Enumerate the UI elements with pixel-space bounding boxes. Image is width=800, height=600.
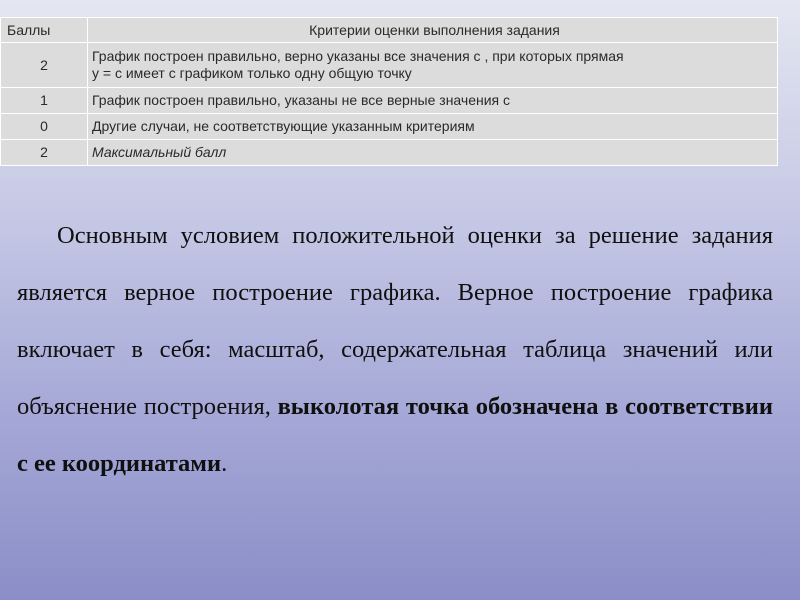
criteria-table — [0, 17, 778, 166]
paragraph-bold-text: выколотая точка обозначена в соответствии с ее координатами — [17, 393, 773, 477]
main-paragraph — [17, 207, 773, 492]
criteria-line: График построен правильно, верно указаны все значения с , при которых прямая — [92, 48, 624, 64]
score-cell: 2 — [1, 43, 88, 88]
table-row — [1, 140, 778, 166]
table-row — [1, 88, 778, 114]
table-header-row — [1, 18, 778, 43]
table-row — [1, 43, 778, 88]
criteria-cell: Максимальный балл — [88, 140, 778, 166]
table-row — [1, 114, 778, 140]
criteria-cell — [88, 43, 778, 88]
header-criteria: Критерии оценки выполнения задания — [88, 18, 778, 43]
score-cell: 0 — [1, 114, 88, 140]
criteria-cell: График построен правильно, указаны не все верные значения с — [88, 88, 778, 114]
paragraph-end: . — [221, 450, 228, 477]
paragraph-text: Основным условием положительной оценки за решение задания является верное построение графика. Верное построение графика включает в себя: масштаб, содержательная таблица значений или объяснение построения, — [17, 222, 773, 420]
criteria-line: у = с имеет с графиком только одну общую точку — [92, 65, 412, 81]
score-cell: 2 — [1, 140, 88, 166]
criteria-cell: Другие случаи, не соответствующие указанным критериям — [88, 114, 778, 140]
score-cell: 1 — [1, 88, 88, 114]
header-score: Баллы — [1, 18, 88, 43]
